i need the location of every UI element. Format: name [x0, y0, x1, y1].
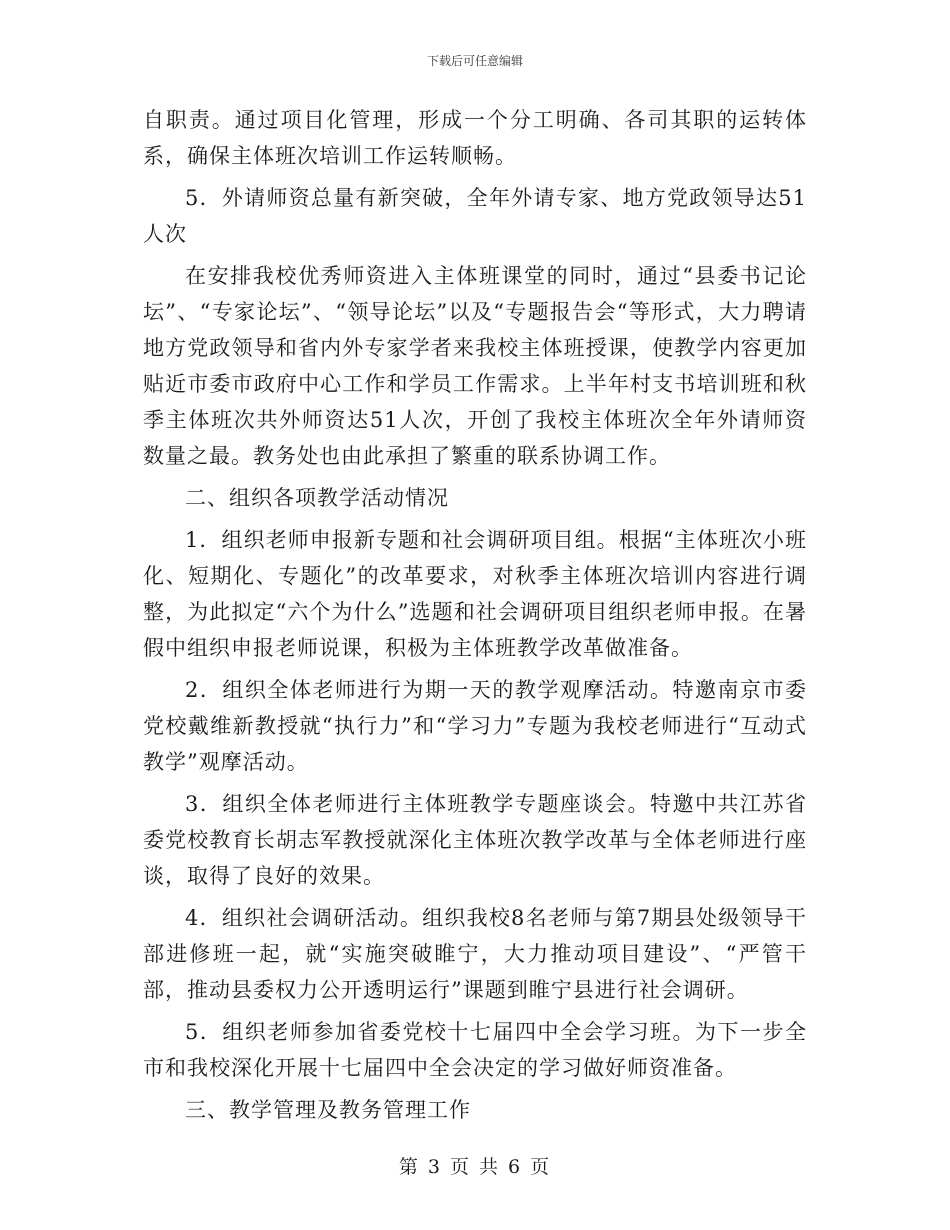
paragraph-7: 3．组织全体老师进行主体班教学专题座谈会。特邀中共江苏省委党校教育长胡志军教授就深化主体班次教学改革与全体老师进行座谈，取得了良好的效果。	[143, 792, 807, 888]
document-body	[143, 102, 807, 1134]
paragraph-3: 在安排我校优秀师资进入主体班课堂的同时，通过“县委书记论坛”、“专家论坛”、“领导论坛”以及“专题报告会“等形式，大力聘请地方党政领导和省内外专家学者来我校主体班授课，使教学内容更加贴近市委市政府中心工作和学员工作需求。上半年村支书培训班和秋季主体班次共外师资达51人次，开创了我校主体班次全年外请师资数量之最。教务处也由此承担了繁重的联系协调工作。	[143, 264, 807, 468]
paragraph-8: 4．组织社会调研活动。组织我校8名老师与第7期县处级领导干部进修班一起，就“实施突破睢宁，大力推动项目建设”、“严管干部，推动县委权力公开透明运行”课题到睢宁县进行社会调研。	[143, 906, 807, 1002]
section-heading-2: 二、组织各项教学活动情况	[185, 486, 449, 510]
paragraph-6: 2．组织全体老师进行为期一天的教学观摩活动。特邀南京市委党校戴维新教授就“执行力”和“学习力”专题为我校老师进行“互动式教学”观摩活动。	[143, 678, 807, 774]
paragraph-5: 1．组织老师申报新专题和社会调研项目组。根据“主体班次小班化、短期化、专题化”的改革要求，对秋季主体班次培训内容进行调整，为此拟定“六个为什么”选题和社会调研项目组织老师申报。在暑假中组织申报老师说课，积极为主体班教学改革做准备。	[143, 528, 807, 660]
paragraph-2: 5．外请师资总量有新突破，全年外请专家、地方党政领导达51人次	[143, 186, 807, 246]
page-number: 第 3 页 共 6 页	[398, 1156, 552, 1178]
page-header: 下载后可任意编辑	[426, 54, 523, 68]
paragraph-1: 自职责。通过项目化管理，形成一个分工明确、各司其职的运转体系，确保主体班次培训工作运转顺畅。	[143, 108, 807, 168]
section-heading-3: 三、教学管理及教务管理工作	[185, 1098, 471, 1122]
paragraph-9: 5．组织老师参加省委党校十七届四中全会学习班。为下一步全市和我校深化开展十七届四中全会决定的学习做好师资准备。	[143, 1020, 807, 1080]
